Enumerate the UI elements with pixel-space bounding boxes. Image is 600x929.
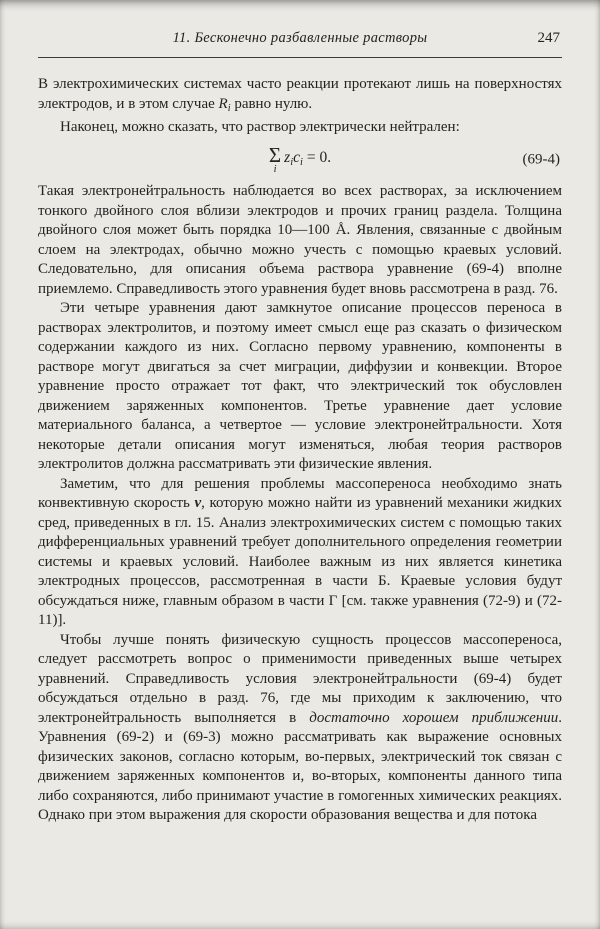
body-text [38,75,562,826]
sigma-index: i [273,163,277,175]
paragraph-1: В электрохимических системах часто реакции протекают лишь на поверхностях электродов, и в этом случае $R_i$ равно нулю. [38,76,562,114]
paragraph-4: Эти четыре уравнения дают замкнутое описание процессов переноса в растворах электролитов, и поэтому имеет смысл еще раз сказать о физическом содержании каждого из них. Согласно первому уравнению, компоненты в растворе могут двигаться за счет миграции, диффузии и конвекции. Второе уравнение просто отражает тот факт, что электрический ток обусловлен движением заряженных компонентов. Третье уравнение дает условие материального баланса, а четвертое — условие электронейтральности. Хотя некоторые детали описания могут изменяться, любая теория растворов электролитов должна рассматривать эти физические явления. [38,300,562,473]
equation-69-4 [38,142,562,178]
page-number: 247 [537,30,560,46]
paragraph-5: Заметим, что для решения проблемы массопереноса необходимо знать конвективную скорость v, которую можно найти из уравнений механики жидких сред, приведенных в гл. 15. Анализ электрохимических систем с помощью таких дифференциальных уравнений требует дополнительного определения геометрии системы и краевых условий. Наиболее важным из них является кинетика электродных процессов, рассмотренная в части Б. Краевые условия будут обсуждаться ниже, главным образом в части Г [см. также уравнения (72-9) и (72-11)]. [38,475,563,629]
chapter-title: 11. Бесконечно разбавленные растворы [172,30,428,46]
header-rule [38,57,562,58]
sigma-glyph: Σ [268,142,282,167]
paragraph-3: Такая электронейтральность наблюдается во всех растворах, за исключением тонкого двойного слоя вблизи электродов и прочих границ раздела. Толщина двойного слоя может быть порядка 10—100 Å. Явления, связанные с двойным слоем на электродах, обычно можно учесть с помощью краевых условий. Следовательно, для описания объема раствора уравнение (69-4) вполне приемлемо. Справедливость этого уравнения будет вновь рассмотрена в разд. 76. [38,183,562,297]
equation-number: (69-4) [522,151,560,168]
summation-symbol [268,142,282,175]
equation-expression: $z_ic_i = 0$. [284,149,332,169]
paragraph-6: Чтобы лучше понять физическую сущность процессов массопереноса, следует рассмотреть вопрос о применимости приведенных выше четырех уравнений. Справедливость условия электронейтральности (69-4) будет обсуждаться отдельно в разд. 76, где мы приходим к заключению, что электронейтральность выполняется в достаточно хорошем приближении. Уравнения (69-2) и (69-3) можно рассматривать как выражение основных физических законов, согласно которым, во-первых, электрический ток связан с движением заряженных компонентов и, во-вторых, компоненты данного типа либо сохраняются, либо принимают участие в гомогенных химических реакциях. Однако при этом выражения для скорости образования вещества и для потока [38,631,562,824]
running-header [38,30,562,50]
paragraph-2: Наконец, можно сказать, что раствор электрически нейтрален: [60,118,460,135]
